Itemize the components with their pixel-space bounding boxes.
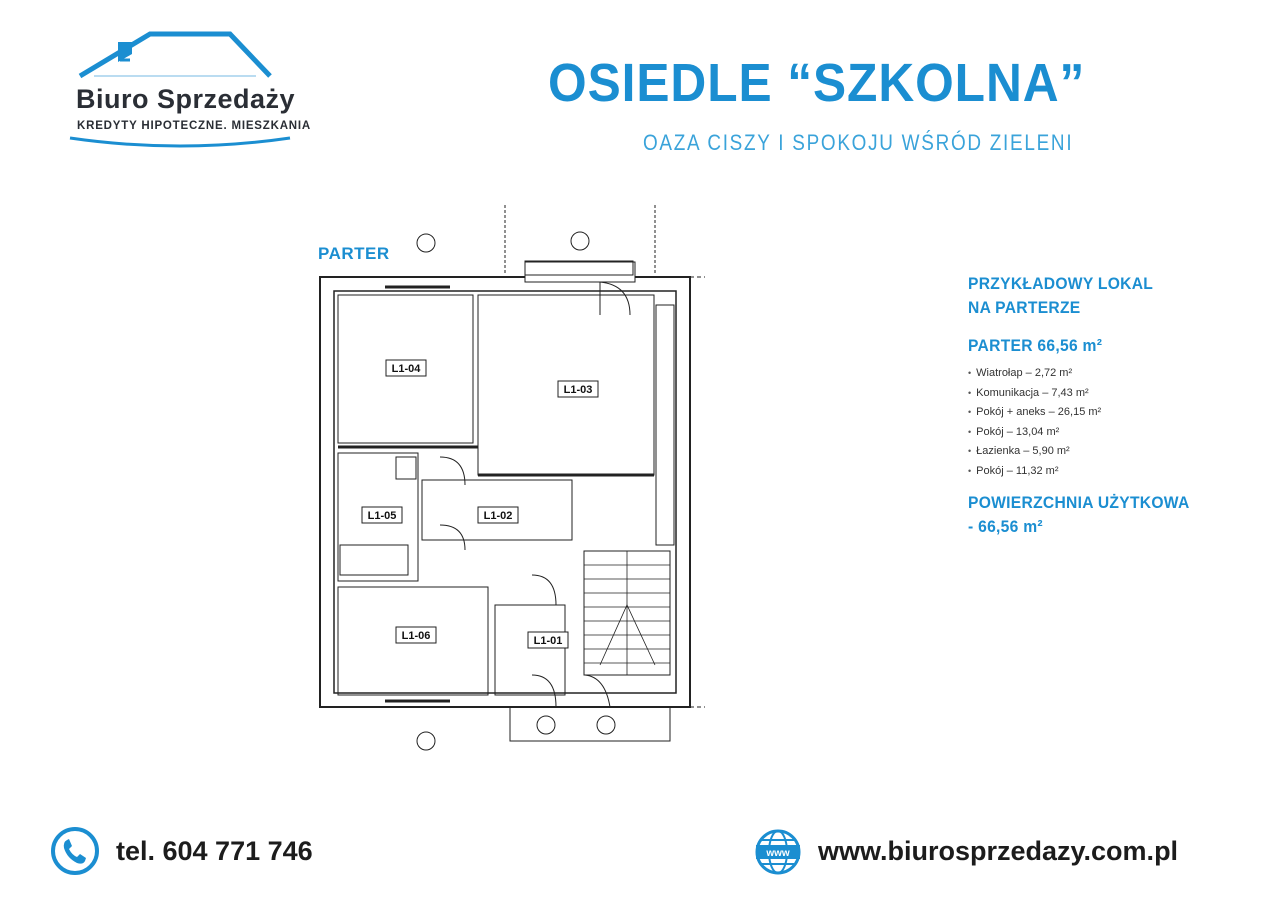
room-label-l1-06: L1-06 [401, 630, 431, 642]
website-link[interactable]: www.biurosprzedazy.com.pl [818, 836, 1179, 866]
logo-name [76, 84, 295, 115]
info-panel [968, 272, 1258, 539]
logo-swoosh [60, 124, 300, 154]
info-heading-line2: NA PARTERZE [968, 298, 1081, 317]
company-logo [60, 28, 311, 158]
page-subtitle: OAZA CISZY I SPOKOJU WŚRÓD ZIELENI [643, 130, 1074, 155]
list-item: • Komunikacja – 7,43 m² [968, 384, 1258, 404]
floor-label: PARTER [318, 244, 390, 263]
roof-icon [60, 28, 300, 88]
info-heading-line1: PRZYKŁADOWY LOKAL [968, 274, 1154, 293]
phone-icon [50, 826, 100, 876]
room-label-l1-03: L1-03 [563, 384, 593, 396]
usable-area-value: - 66,56 m² [968, 517, 1043, 536]
list-item: • Pokój – 13,04 m² [968, 423, 1258, 443]
logo-tagline: KREDYTY HIPOTECZNE. MIESZKANIA [77, 120, 311, 132]
list-item: • Łazienka – 5,90 m² [968, 442, 1258, 462]
logo-name-first: Biuro [76, 84, 149, 114]
room-label-l1-04: L1-04 [391, 363, 421, 375]
logo-name-second: Sprzedaży [157, 84, 296, 114]
room-label-l1-02: L1-02 [483, 510, 513, 522]
list-item: • Pokój + aneks – 26,15 m² [968, 403, 1258, 423]
floor-plan [300, 195, 720, 775]
floor-total-area: PARTER 66,56 m² [968, 336, 1103, 355]
list-item: • Pokój – 11,32 m² [968, 462, 1258, 482]
globe-icon [754, 828, 802, 876]
phone-number[interactable]: tel. 604 771 746 [116, 836, 313, 866]
usable-area-label: POWIERZCHNIA UŻYTKOWA [968, 493, 1190, 512]
room-area-list [968, 364, 1258, 481]
room-label-l1-01: L1-01 [533, 635, 563, 647]
room-label-l1-05: L1-05 [367, 510, 397, 522]
list-item: • Wiatrołap – 2,72 m² [968, 364, 1258, 384]
page-title: OSIEDLE “SZKOLNA” [548, 53, 1086, 113]
globe-icon-text: www [766, 848, 790, 859]
